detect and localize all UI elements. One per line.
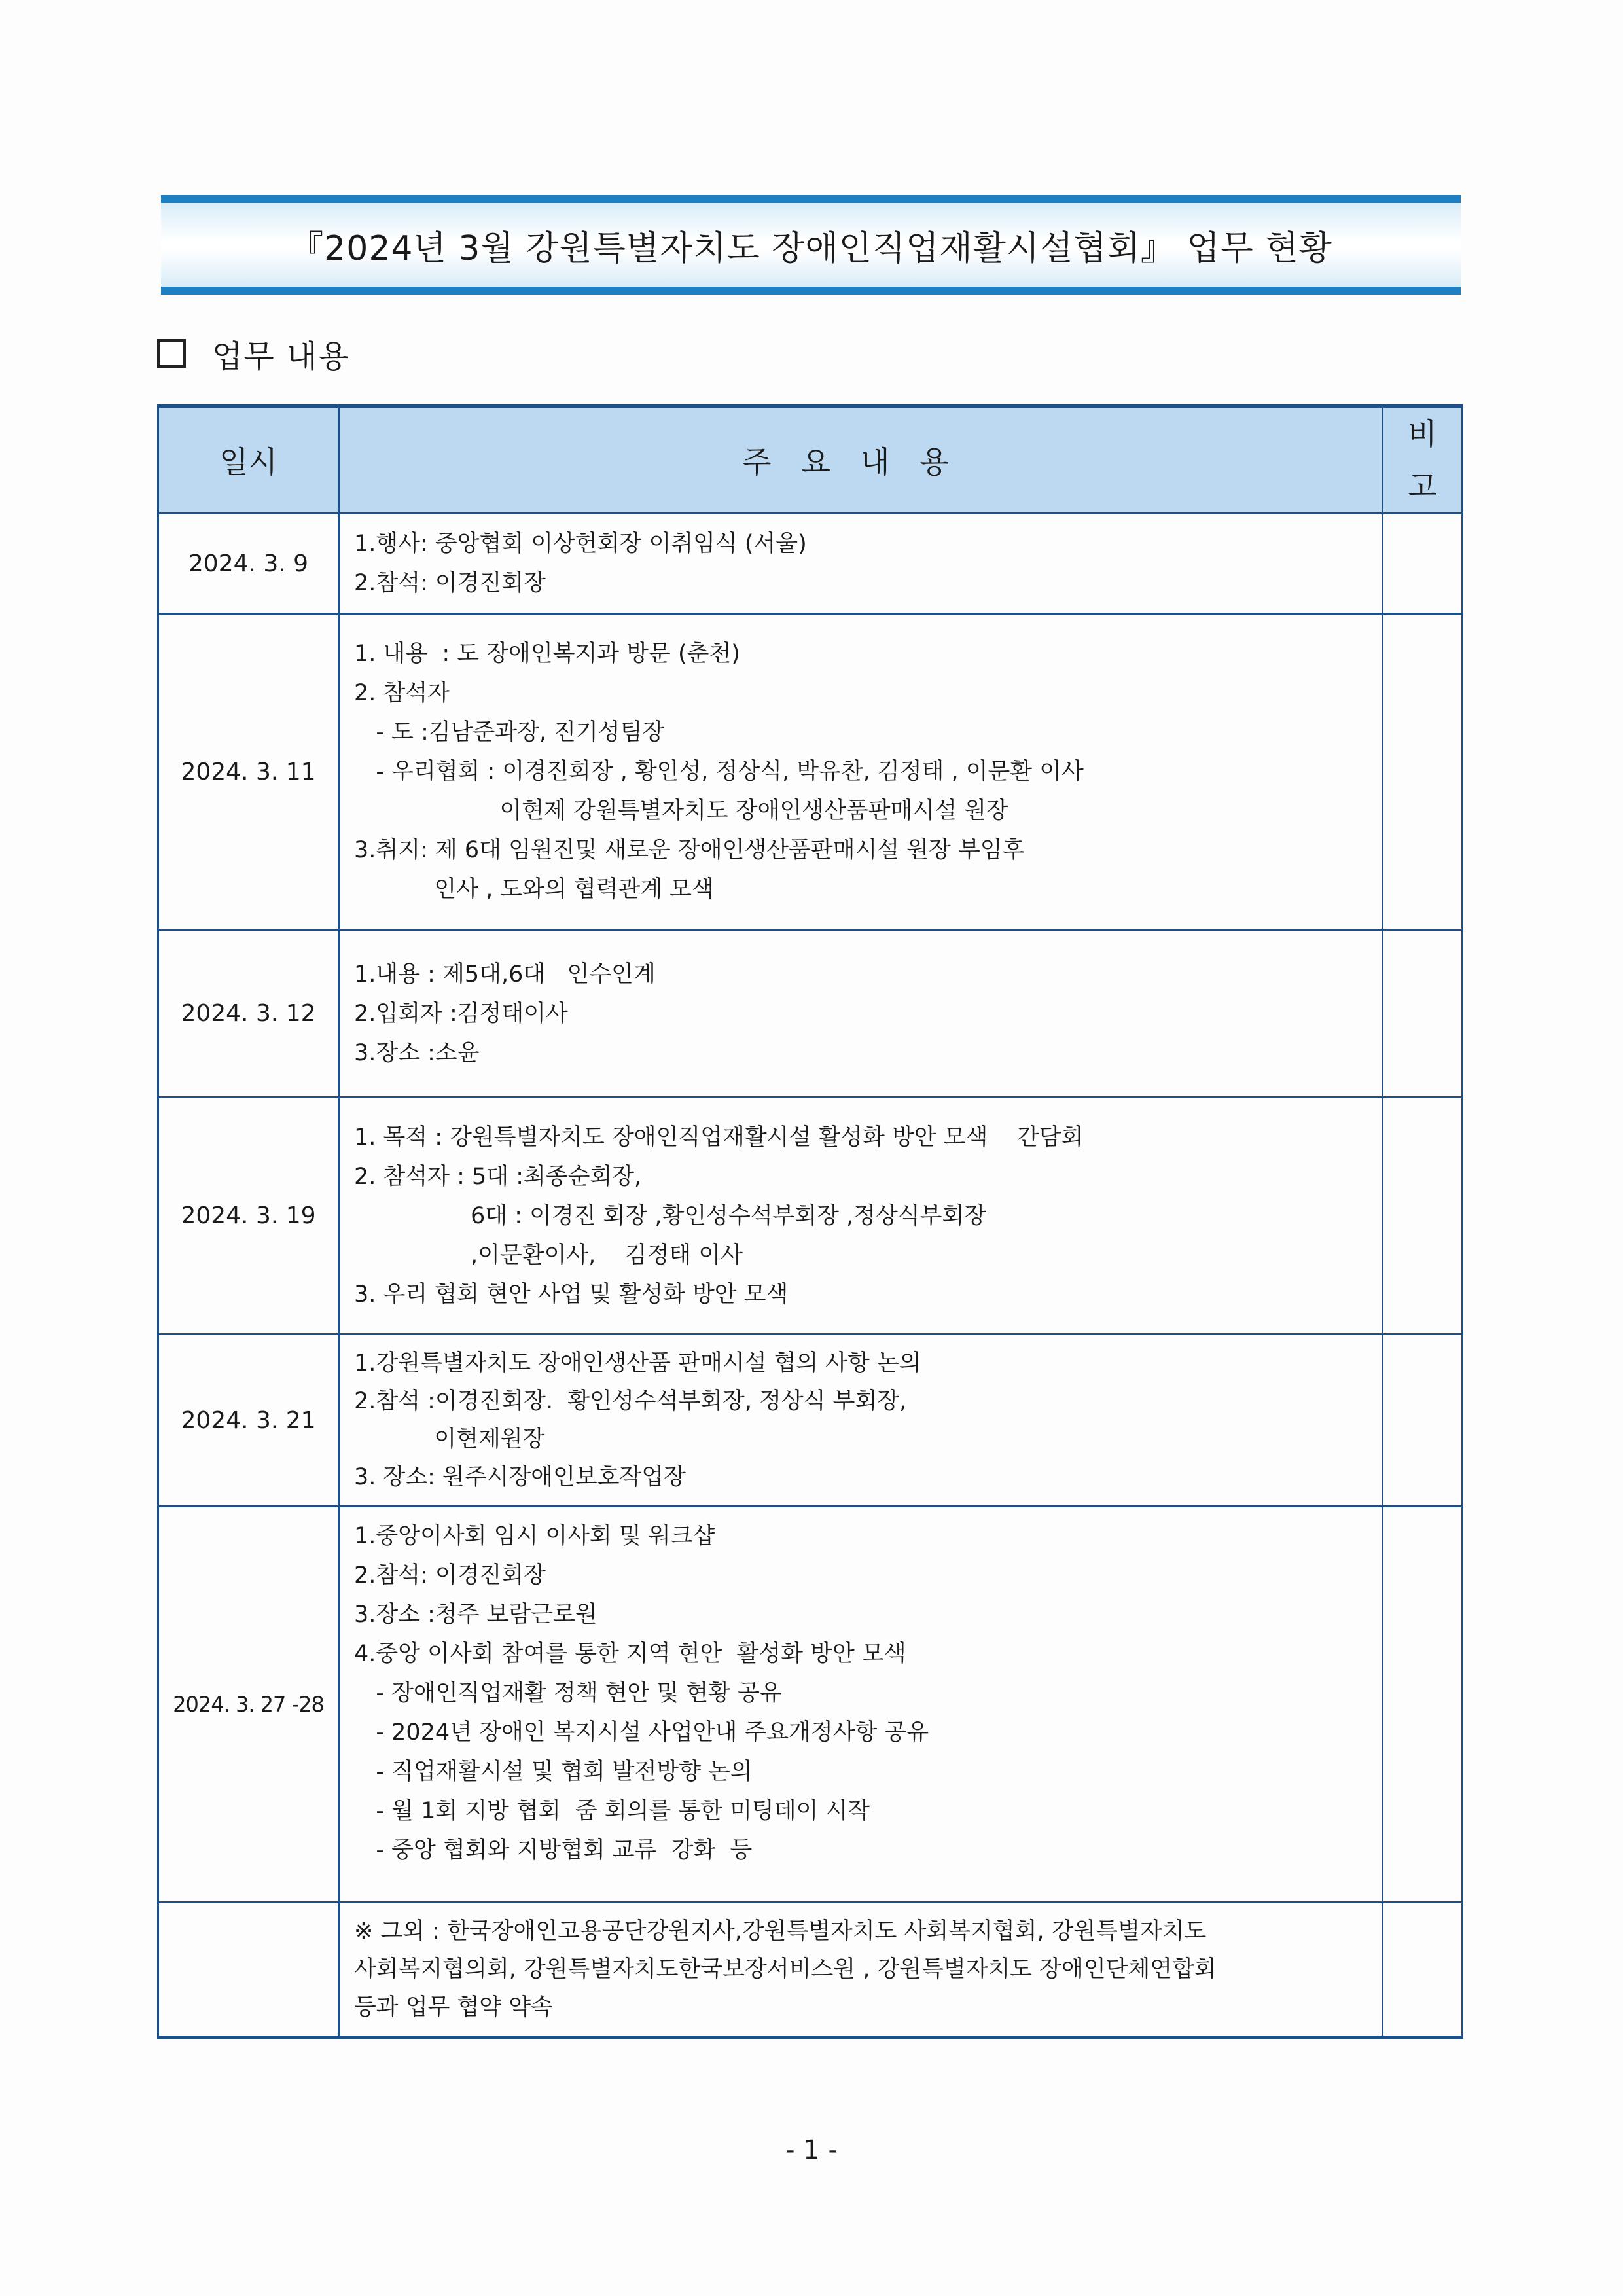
content-line: 4.중앙 이사회 참여를 통한 지역 현안 활성화 방안 모색 xyxy=(354,1641,906,1667)
page-title: 『2024년 3월 강원특별자치도 장애인직업재활시설협회』 업무 현황 xyxy=(289,228,1332,268)
content-line: 3.취지: 제 6대 임원진및 새로운 장애인생산품판매시설 원장 부임후 xyxy=(354,837,1025,863)
content-line: 1.내용 : 제5대,6대 인수인계 xyxy=(354,961,656,988)
content-line: - 중앙 협회와 지방협회 교류 강화 등 xyxy=(354,1837,753,1863)
row-date: 2024. 3. 9 xyxy=(158,514,339,614)
content-line: 이현제원장 xyxy=(354,1426,545,1452)
content-line: - 2024년 장애인 복지시설 사업안내 주요개정사항 공유 xyxy=(354,1719,929,1746)
header-remark-bottom: 고 xyxy=(1408,469,1437,504)
row-content xyxy=(339,1335,1383,1507)
content-line: - 장애인직업재활 정책 현안 및 현황 공유 xyxy=(354,1680,782,1706)
content-line: ,이문환이사, 김정태 이사 xyxy=(354,1242,743,1268)
content-line: - 월 1회 지방 협회 줌 회의를 통한 미팅데이 시작 xyxy=(354,1798,870,1824)
content-line: 3.장소 :청주 보람근로원 xyxy=(354,1602,597,1628)
section-label: 업무 내용 xyxy=(212,338,350,375)
row-content xyxy=(339,614,1383,930)
content-line: 등과 업무 협약 약속 xyxy=(354,1994,553,2020)
content-line: 1.중앙이사회 임시 이사회 및 워크샵 xyxy=(354,1523,715,1549)
title-banner xyxy=(161,195,1461,295)
table-row xyxy=(158,1507,1463,1903)
content-line: 2. 참석자 : 5대 :최종순회장, xyxy=(354,1163,642,1190)
content-line: 3. 장소: 원주시장애인보호작업장 xyxy=(354,1464,686,1490)
section-heading xyxy=(157,331,350,376)
content-line: 이현제 강원특별자치도 장애인생산품판매시설 원장 xyxy=(354,798,1008,824)
row-date: 2024. 3. 21 xyxy=(158,1335,339,1507)
content-line: 6대 : 이경진 회장 ,황인성수석부회장 ,정상식부회장 xyxy=(354,1202,987,1229)
table-row xyxy=(158,1335,1463,1507)
content-line: - 직업재활시설 및 협회 발전방향 논의 xyxy=(354,1759,753,1785)
row-remark xyxy=(1383,1098,1463,1335)
content-line: 1. 내용 : 도 장애인복지과 방문 (춘천) xyxy=(354,641,740,667)
content-line: 2. 참석자 xyxy=(354,680,450,706)
table-row xyxy=(158,930,1463,1098)
content-line: ※ 그외 : 한국장애인고용공단강원지사,강원특별자치도 사회복지협회, 강원특별자치도 xyxy=(354,1918,1207,1945)
table-row xyxy=(158,514,1463,614)
row-date xyxy=(158,1903,339,2037)
row-remark xyxy=(1383,614,1463,930)
header-date: 일시 xyxy=(158,406,339,514)
work-table xyxy=(157,404,1463,2039)
content-line: 1. 목적 : 강원특별자치도 장애인직업재활시설 활성화 방안 모색 간담회 xyxy=(354,1124,1084,1151)
content-line: 1.강원특별자치도 장애인생산품 판매시설 협의 사항 논의 xyxy=(354,1350,921,1376)
row-remark xyxy=(1383,1335,1463,1507)
content-line: 사회복지협의회, 강원특별자치도한국보장서비스원 , 강원특별자치도 장애인단체연합회 xyxy=(354,1956,1217,1982)
row-remark xyxy=(1383,1903,1463,2037)
header-content: 주요내용 xyxy=(339,406,1383,514)
page-number: - 1 - xyxy=(785,2135,838,2165)
header-remark-top: 비 xyxy=(1408,416,1437,452)
row-content xyxy=(339,514,1383,614)
table-row xyxy=(158,1098,1463,1335)
row-remark xyxy=(1383,1507,1463,1903)
content-line: - 도 :김남준과장, 진기성팀장 xyxy=(354,719,665,745)
row-date: 2024. 3. 11 xyxy=(158,614,339,930)
row-content xyxy=(339,1903,1383,2037)
content-line: 2.참석 :이경진회장. 황인성수석부회장, 정상식 부회장, xyxy=(354,1388,907,1414)
content-line: 3. 우리 협회 현안 사업 및 활성화 방안 모색 xyxy=(354,1281,789,1308)
table-header-row xyxy=(158,406,1463,514)
content-line: 2.참석: 이경진회장 xyxy=(354,570,546,596)
checkbox-icon xyxy=(157,339,186,368)
content-line: 3.장소 :소윤 xyxy=(354,1039,480,1066)
row-content xyxy=(339,1507,1383,1903)
row-remark xyxy=(1383,514,1463,614)
content-line: - 우리협회 : 이경진회장 , 황인성, 정상식, 박유찬, 김정태 , 이문환 이사 xyxy=(354,759,1084,785)
header-remark xyxy=(1383,406,1463,514)
row-date: 2024. 3. 12 xyxy=(158,930,339,1098)
row-content xyxy=(339,1098,1383,1335)
row-date: 2024. 3. 27 -28 xyxy=(158,1507,339,1903)
content-line: 1.행사: 중앙협회 이상헌회장 이취임식 (서울) xyxy=(354,531,807,557)
content-line: 인사 , 도와의 협력관계 모색 xyxy=(354,876,714,903)
table-row xyxy=(158,614,1463,930)
row-content xyxy=(339,930,1383,1098)
content-line: 2.입회자 :김정태이사 xyxy=(354,1000,568,1027)
row-remark xyxy=(1383,930,1463,1098)
row-date: 2024. 3. 19 xyxy=(158,1098,339,1335)
table-row xyxy=(158,1903,1463,2037)
content-line: 2.참석: 이경진회장 xyxy=(354,1562,546,1588)
